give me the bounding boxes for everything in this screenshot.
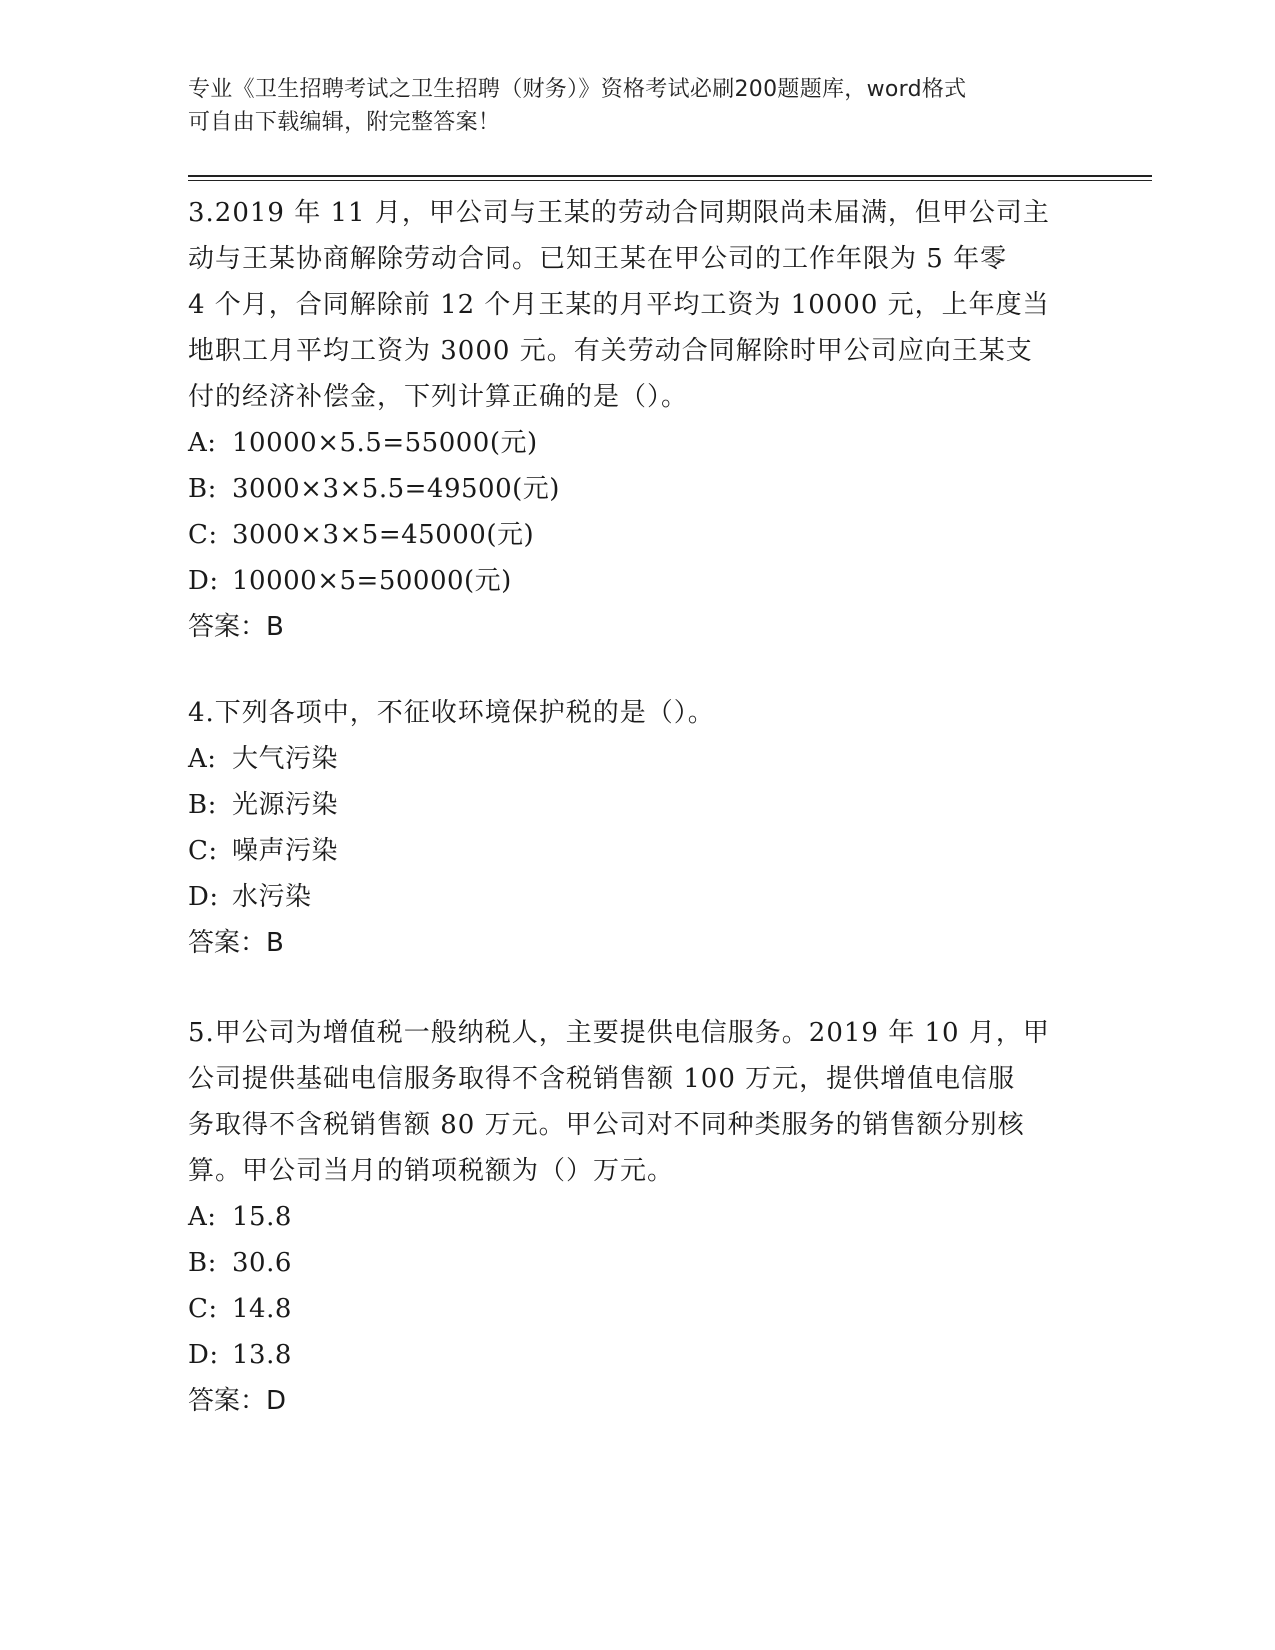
option-a [188,1194,1088,1240]
question-text-line: 务取得不含税销售额 80 万元。甲公司对不同种类服务的销售额分别核 [188,1110,1025,1140]
answer-line: 答案：B [188,612,284,642]
option-letter: C: [188,1294,218,1324]
question-text-line: 地职工月平均工资为 3000 元。有关劳动合同解除时甲公司应向王某支 [188,336,1033,366]
option-letter: C: [188,520,218,550]
question-4 [188,690,1088,966]
option-letter: A: [188,428,217,458]
option-b [188,1240,1088,1286]
option-letter: B: [188,474,217,504]
option-letter: A: [188,744,217,774]
option-c [188,512,1088,558]
question-text-line: 5.甲公司为增值税一般纳税人，主要提供电信服务。2019 年 10 月，甲 [188,1018,1050,1048]
option-text: 大气污染 [232,744,339,774]
option-text: 10000×5.5=55000(元) [232,428,538,458]
option-text: 15.8 [232,1202,292,1232]
option-letter: A: [188,1202,217,1232]
answer-line: 答案：B [188,928,284,958]
option-b [188,466,1088,512]
header-line-2: 可自由下载编辑，附完整答案！ [188,110,501,135]
option-text: 14.8 [232,1294,292,1324]
option-c [188,1286,1088,1332]
option-d [188,558,1088,604]
question-text-line: 公司提供基础电信服务取得不含税销售额 100 万元，提供增值电信服 [188,1064,1016,1094]
option-text: 水污染 [232,882,312,912]
question-text-line: 付的经济补偿金，下列计算正确的是（）。 [188,382,689,412]
header-divider-thick [188,175,1152,177]
option-text: 30.6 [232,1248,292,1278]
question-5 [188,1010,1088,1424]
option-text: 噪声污染 [232,836,339,866]
option-a [188,736,1088,782]
question-text-line: 4 个月，合同解除前 12 个月王某的月平均工资为 10000 元，上年度当 [188,290,1050,320]
option-letter: B: [188,790,217,820]
option-text: 光源污染 [232,790,339,820]
option-letter: C: [188,836,218,866]
option-text: 3000×3×5=45000(元) [232,520,535,550]
header-line-1: 专业《卫生招聘考试之卫生招聘（财务）》资格考试必刷200题题库，word格式 [188,77,967,102]
question-text-line: 4.下列各项中，不征收环境保护税的是（）。 [188,698,715,728]
option-letter: D: [188,1340,219,1370]
document-header [188,73,1068,139]
question-text-line: 3.2019 年 11 月，甲公司与王某的劳动合同期限尚未届满，但甲公司主 [188,198,1050,228]
question-text-line: 动与王某协商解除劳动合同。已知王某在甲公司的工作年限为 5 年零 [188,244,1008,274]
header-divider-thin [188,180,1152,181]
option-d [188,874,1088,920]
option-letter: D: [188,566,219,596]
option-b [188,782,1088,828]
option-c [188,828,1088,874]
option-text: 13.8 [232,1340,292,1370]
option-letter: D: [188,882,219,912]
option-text: 10000×5=50000(元) [232,566,512,596]
option-letter: B: [188,1248,217,1278]
question-3 [188,190,1088,650]
option-text: 3000×3×5.5=49500(元) [232,474,560,504]
option-a [188,420,1088,466]
option-d [188,1332,1088,1378]
question-text-line: 算。甲公司当月的销项税额为（）万元。 [188,1156,675,1186]
answer-line: 答案：D [188,1386,287,1416]
